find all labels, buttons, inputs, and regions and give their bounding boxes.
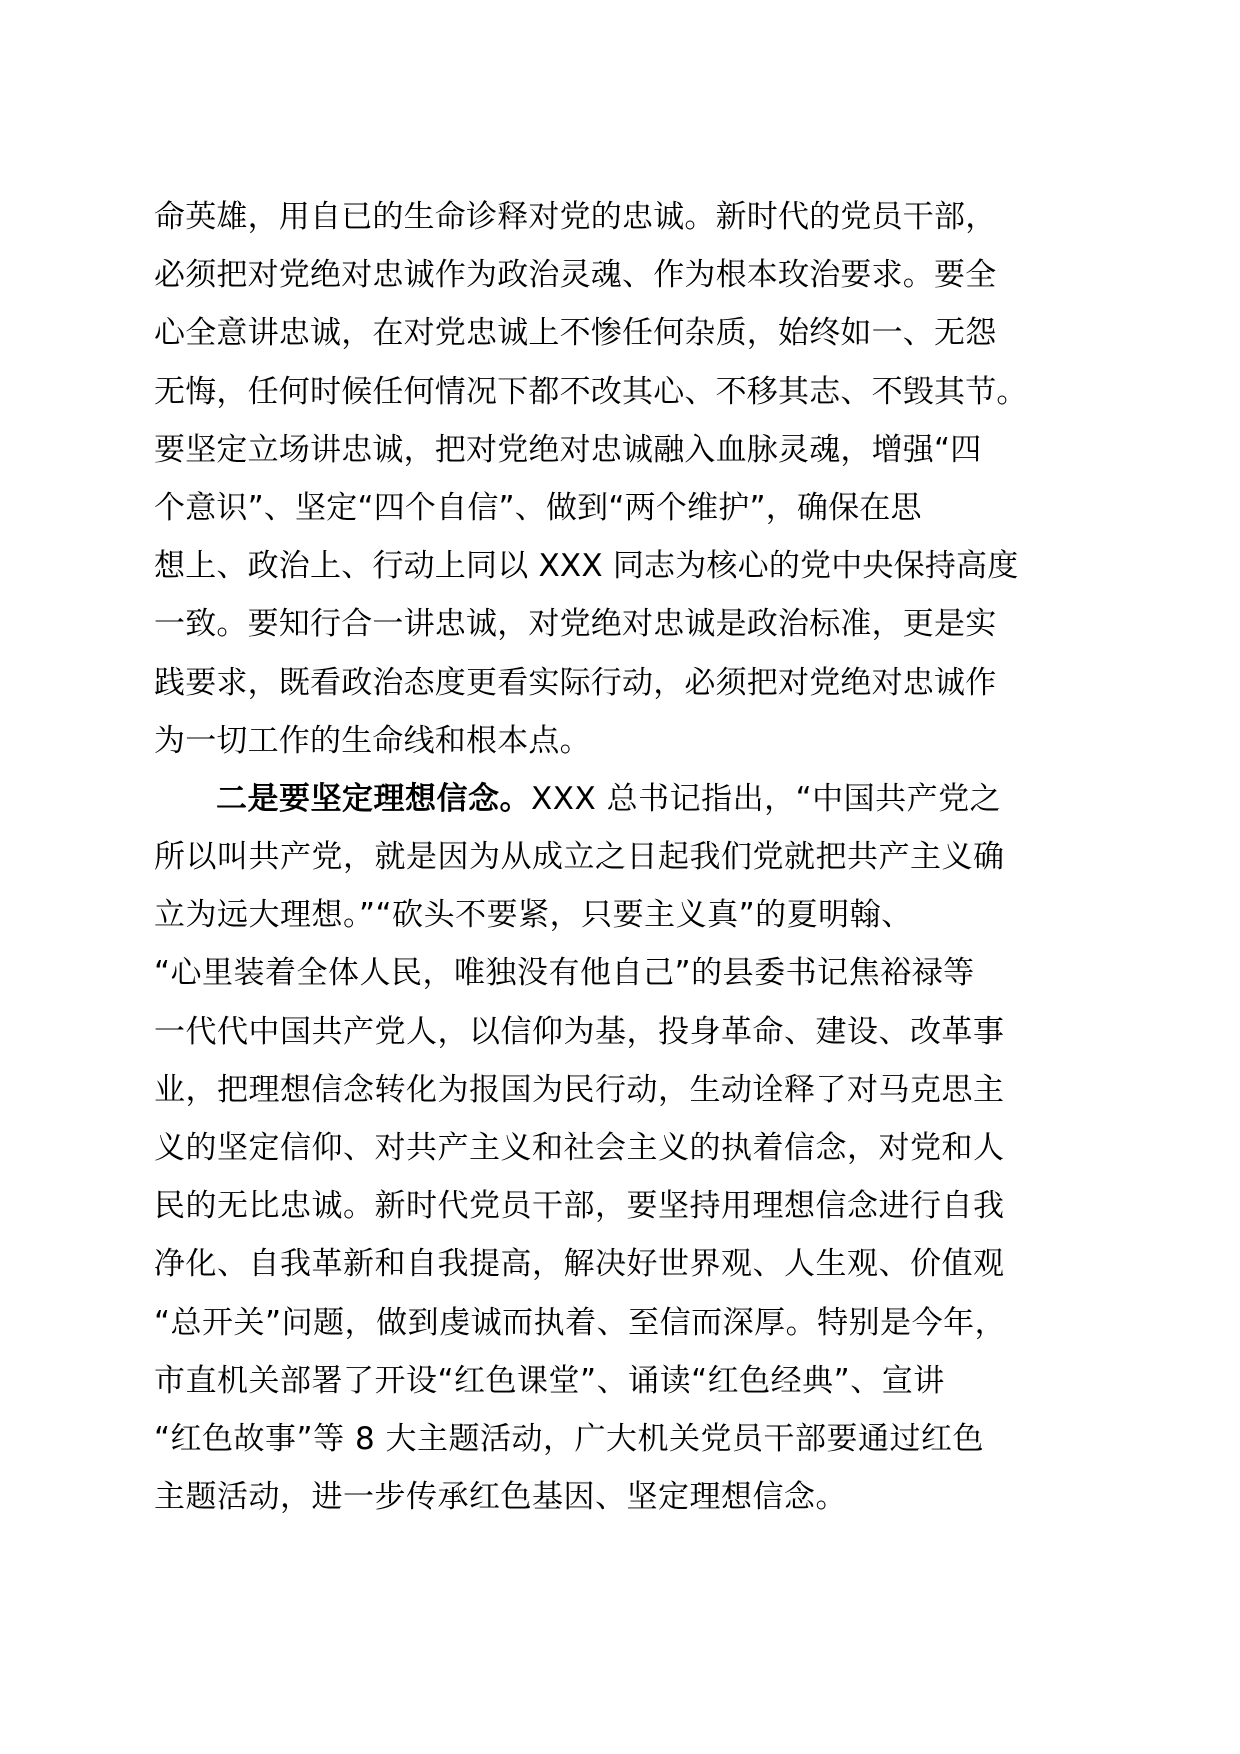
text-line: 义的坚定信仰、对共产主义和社会主义的执着信念，对党和人: [154, 1130, 1005, 1166]
text-line: “红色故事”等 8 大主题活动，广大机关党员干部要通过红色: [154, 1420, 985, 1457]
text-line: 立为远大理想。”“砍头不要紧，只要主义真”的夏明翰、: [154, 897, 913, 934]
text-line: “心里装着全体人民，唯独没有他自己”的县委书记焦裕禄等: [154, 955, 975, 992]
text-line: 净化、自我革新和自我提高，解决好世界观、人生观、价值观: [154, 1246, 1005, 1283]
paragraph-loyalty: [154, 188, 1084, 770]
text-line: 命英雄，用自已的生命诊释对党的忠诚。新时代的党员干部，: [154, 199, 997, 235]
text-line: 一致。要知行合一讲忠诚，对党绝对忠诚是政治标准，更是实: [154, 606, 997, 643]
text-line: 为一切工作的生命线和根本点。: [154, 722, 591, 759]
text-line: 所以叫共产党，就是因为从成立之日起我们党就把共产主义确: [154, 839, 1005, 876]
text-line: 心全意讲忠诚，在对党忠诚上不惨任何杂质，始终如一、无怨: [154, 315, 997, 352]
paragraph-heading: 二是要坚定理想信念。: [216, 780, 531, 817]
text-line: 践要求，既看政治态度更看实际行动，必须把对党绝对忠诚作: [154, 664, 997, 701]
paragraph-ideals: [154, 770, 1084, 1526]
text-line: [154, 770, 1084, 828]
document-body: [154, 188, 1084, 1526]
text-line: 必须把对党绝对忠诚作为政治灵魂、作为根本玫治要求。要全: [154, 257, 997, 294]
text-line: 业，把理想信念转化为报国为民行动，生动诠释了对马克思主: [154, 1071, 1005, 1108]
text-line: 民的无比忠诚。新时代党员干部，要坚持用理想信念进行自我: [154, 1188, 1005, 1225]
text-line: 市直机关部署了开设“红色课堂”、诵读“红色经典”、宣讲: [154, 1362, 945, 1399]
text-line: 想上、政治上、行动上同以 XXX 同志为核心的党中央保持高度: [154, 548, 1019, 585]
text-line: 无悔，任何时候任何情况下都不改其心、不移其志、不毁其节。: [154, 373, 1028, 410]
text-line: 要坚定立场讲忠诚，把对党绝对忠诚融入血脉灵魂，增强“四: [154, 431, 982, 468]
text-line: 一代代中国共产党人，以信仰为基，投身革命、建设、改革事: [154, 1013, 1005, 1050]
paragraph-lead-text: XXX 总书记指出，“中国共产党之: [531, 780, 1002, 817]
text-line: 个意识”、坚定“四个自信”、做到“两个维护”，确保在思: [154, 489, 922, 526]
text-line: 主题活动，进一步传承红色基因、坚定理想信念。: [154, 1479, 847, 1516]
text-line: “总开关”问题，做到虔诚而执着、至信而深厚。特别是今年，: [154, 1304, 1007, 1341]
